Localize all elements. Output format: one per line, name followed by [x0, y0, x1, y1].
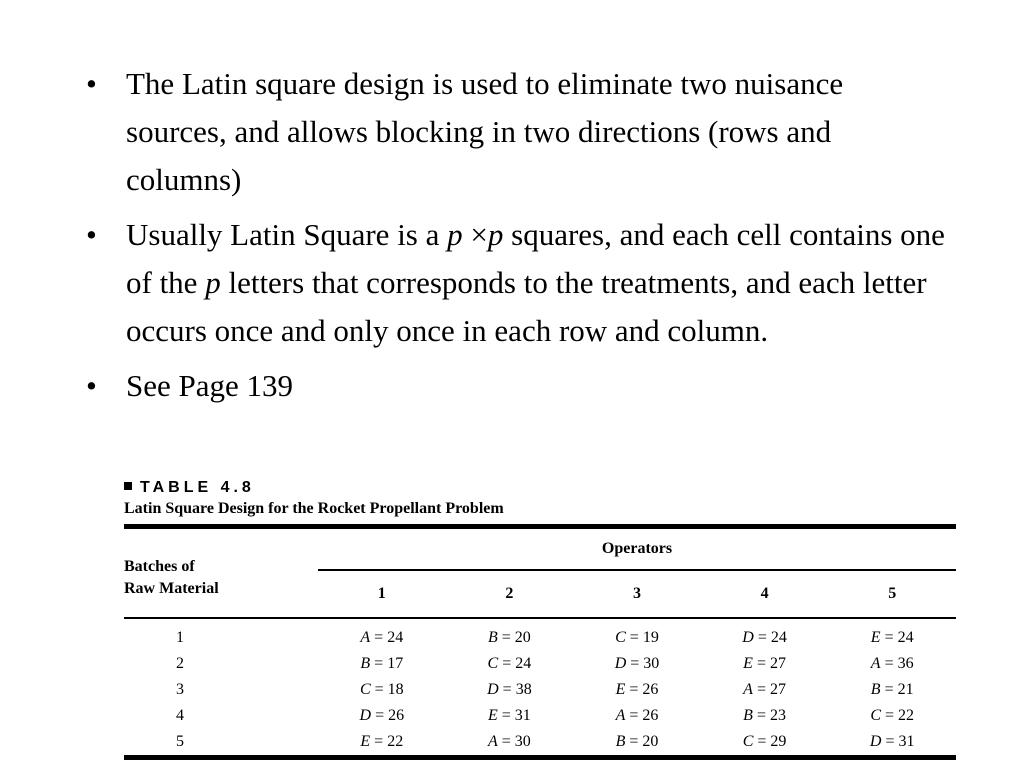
treatment-value: 22 [898, 707, 915, 724]
treatment-value: 20 [514, 629, 531, 646]
batch-cell: 3 [176, 681, 184, 698]
treatment-letter: A [870, 655, 881, 672]
treatment-cell [573, 618, 701, 651]
bullet-item-1 [86, 60, 946, 204]
treatment-cell [446, 618, 574, 651]
equals-sign: = [881, 707, 899, 724]
equals-sign: = [370, 655, 388, 672]
equals-sign: = [881, 733, 899, 750]
treatment-value: 38 [515, 681, 532, 698]
bullet-marker: • [86, 368, 97, 403]
row-header-line-2: Raw Material [124, 580, 219, 597]
equals-sign: = [625, 629, 643, 646]
batch-cell: 5 [176, 733, 184, 750]
column-header: 2 [446, 570, 574, 618]
treatment-letter: C [615, 629, 626, 646]
treatment-letter: E [870, 629, 881, 646]
bullet-text-3: See Page 139 [126, 368, 294, 403]
treatment-letter: B [743, 707, 753, 724]
batch-cell: 4 [176, 707, 184, 724]
table-row [124, 677, 956, 703]
treatment-value: 18 [387, 681, 404, 698]
equals-sign: = [752, 655, 770, 672]
table-row [124, 651, 956, 677]
treatment-value: 31 [898, 733, 915, 750]
equals-sign: = [880, 629, 898, 646]
treatment-cell [828, 677, 956, 703]
treatment-letter: D [487, 681, 499, 698]
equals-sign: = [625, 707, 643, 724]
treatment-value: 29 [770, 733, 787, 750]
treatment-letter: B [360, 655, 371, 672]
column-header: 3 [573, 570, 701, 618]
treatment-value: 26 [388, 707, 405, 724]
bullet-text-2a: Usually Latin Square is a [126, 217, 448, 252]
treatment-letter: C [487, 655, 499, 672]
math-var-p: p [205, 265, 221, 300]
treatment-letter: B [487, 629, 498, 646]
treatment-letter: D [614, 655, 627, 672]
treatment-cell [573, 703, 701, 729]
equals-sign: = [880, 681, 898, 698]
equals-sign: = [497, 629, 515, 646]
equals-sign: = [498, 655, 516, 672]
bullet-text-1: The Latin square design is used to eliminate two nuisance sources, and allows blocking in two directions (rows and columns) [126, 66, 844, 197]
table-row [124, 729, 956, 758]
table-row [124, 618, 956, 651]
equals-sign: = [625, 733, 643, 750]
treatment-value: 19 [642, 629, 659, 646]
equals-sign: = [626, 655, 644, 672]
equals-sign: = [753, 629, 771, 646]
table-number [124, 478, 956, 498]
treatment-cell [446, 651, 574, 677]
latin-square-table [124, 524, 956, 760]
treatment-letter: D [359, 707, 372, 724]
treatment-value: 20 [642, 733, 659, 750]
treatment-cell [318, 651, 446, 677]
math-var-p: p [447, 217, 463, 252]
treatment-value: 17 [387, 655, 404, 672]
equals-sign: = [753, 733, 771, 750]
treatment-cell [701, 651, 829, 677]
treatment-letter: C [742, 733, 754, 750]
treatment-letter: A [487, 733, 498, 750]
treatment-value: 26 [642, 707, 659, 724]
treatment-cell [446, 703, 574, 729]
treatment-letter: E [487, 707, 498, 724]
treatment-letter: E [360, 733, 371, 750]
treatment-cell [318, 703, 446, 729]
treatment-value: 24 [515, 655, 532, 672]
treatment-cell [701, 729, 829, 758]
equals-sign: = [370, 681, 388, 698]
bullet-text-2b: squares, and each cell contains one of the [126, 217, 945, 300]
treatment-cell [828, 618, 956, 651]
column-header: 4 [701, 570, 829, 618]
treatment-cell [701, 703, 829, 729]
treatment-cell [573, 651, 701, 677]
bullet-list [86, 60, 946, 417]
table-figure [124, 478, 956, 760]
treatment-letter: C [359, 681, 371, 698]
row-header-line-1: Batches of [124, 558, 195, 575]
column-header: 5 [828, 570, 956, 618]
bullet-marker: • [86, 66, 97, 101]
treatment-cell [701, 618, 829, 651]
math-var-p: p [487, 217, 504, 252]
equals-sign: = [370, 733, 388, 750]
math-times: × [470, 217, 488, 252]
treatment-value: 36 [897, 655, 914, 672]
equals-sign: = [625, 681, 643, 698]
treatment-letter: C [870, 707, 881, 724]
treatment-cell [828, 651, 956, 677]
square-marker-icon [124, 482, 132, 490]
treatment-value: 22 [387, 733, 404, 750]
treatment-cell [701, 677, 829, 703]
treatment-value: 21 [897, 681, 914, 698]
bullet-item-2 [86, 211, 946, 355]
treatment-cell [318, 618, 446, 651]
treatment-value: 24 [897, 629, 914, 646]
equals-sign: = [497, 707, 515, 724]
treatment-letter: E [743, 655, 753, 672]
equals-sign: = [498, 681, 516, 698]
treatment-letter: E [615, 681, 626, 698]
equals-sign: = [752, 681, 770, 698]
treatment-value: 30 [514, 733, 531, 750]
batch-cell: 1 [176, 629, 184, 646]
equals-sign: = [880, 655, 898, 672]
equals-sign: = [370, 629, 388, 646]
table-caption: Latin Square Design for the Rocket Propellant Problem [124, 500, 504, 517]
treatment-value: 30 [643, 655, 660, 672]
treatment-letter: D [869, 733, 882, 750]
treatment-value: 24 [387, 629, 404, 646]
column-group-header: Operators [318, 527, 956, 571]
treatment-value: 26 [642, 681, 659, 698]
equals-sign: = [752, 707, 770, 724]
treatment-value: 31 [514, 707, 531, 724]
column-header: 1 [318, 570, 446, 618]
table-number-text: TABLE 4.8 [140, 479, 255, 496]
equals-sign: = [371, 707, 389, 724]
batch-cell: 2 [176, 655, 184, 672]
bullet-item-3 [86, 362, 946, 410]
treatment-letter: D [742, 629, 754, 646]
treatment-value: 27 [769, 655, 786, 672]
table-body [124, 618, 956, 758]
bullet-marker: • [86, 217, 97, 252]
treatment-cell [318, 677, 446, 703]
treatment-letter: A [360, 629, 371, 646]
equals-sign: = [497, 733, 515, 750]
treatment-cell [318, 729, 446, 758]
treatment-letter: B [870, 681, 881, 698]
treatment-cell [828, 703, 956, 729]
table-row [124, 703, 956, 729]
treatment-cell [446, 677, 574, 703]
treatment-cell [573, 729, 701, 758]
treatment-letter: A [615, 707, 626, 724]
treatment-letter: B [615, 733, 626, 750]
row-header [124, 527, 318, 619]
treatment-cell [828, 729, 956, 758]
bullet-text-2c: letters that corresponds to the treatments, and each letter occurs once and only once in each row and column. [126, 265, 927, 348]
treatment-value: 24 [770, 629, 787, 646]
treatment-value: 27 [769, 681, 786, 698]
treatment-cell [573, 677, 701, 703]
treatment-letter: A [743, 681, 753, 698]
treatment-value: 23 [769, 707, 786, 724]
treatment-cell [446, 729, 574, 758]
